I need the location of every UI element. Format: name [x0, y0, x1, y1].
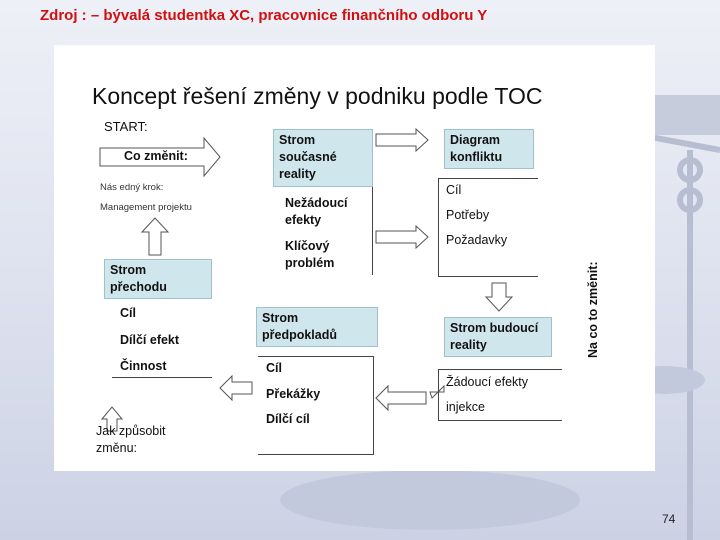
undesirable-effects: Nežádoucí efekty — [285, 196, 348, 227]
injections: injekce — [446, 400, 485, 414]
prerequisite-goal: Cíl — [266, 361, 282, 375]
current-reality-tree-label: Strom současné reality — [279, 133, 337, 181]
conflict-diagram-label: Diagram konfliktu — [450, 133, 503, 164]
obstacles: Překážky — [266, 387, 321, 401]
transition-tree-label: Strom přechodu — [110, 263, 167, 294]
arrow-left-icon-1 — [376, 386, 426, 410]
future-reality-tree-label: Strom budoucí reality — [450, 321, 539, 352]
conflict-goal: Cíl — [446, 183, 462, 197]
small-note-1: Nás edný krok: — [100, 182, 164, 193]
arrow-right-icon-2 — [376, 226, 428, 248]
source-caption: Zdroj : – bývalá studentka XC, pracovnice finančního odboru Y — [40, 7, 488, 24]
transition-goal: Cíl — [120, 306, 136, 320]
current-reality-tree-box — [273, 129, 373, 187]
start-arrow-label: Co změnit: — [124, 149, 188, 163]
prerequisite-tree-box — [256, 307, 378, 347]
conflict-diagram-box — [444, 129, 534, 169]
activity: Činnost — [120, 359, 167, 373]
intermediate-goal: Dílčí cíl — [266, 412, 310, 426]
arrow-up-icon — [142, 218, 168, 255]
transition-line — [112, 377, 212, 378]
desirable-effects: Žádoucí efekty — [446, 375, 528, 389]
prerequisite-tree-label: Strom předpokladů — [262, 311, 338, 342]
page-number: 74 — [662, 512, 676, 526]
diagram-panel — [54, 45, 655, 471]
arrow-right-icon — [376, 129, 428, 151]
diagram-title: Koncept řešení změny v podniku podle TOC — [92, 83, 543, 109]
start-label: START: — [104, 119, 148, 134]
conflict-needs: Potřeby — [446, 208, 490, 222]
small-note-2: Management projektu — [100, 202, 192, 213]
arrow-down-icon — [486, 283, 512, 311]
future-reality-tree-box — [444, 317, 552, 357]
how-to-change-label: Jak způsobit změnu: — [96, 424, 166, 455]
key-problem: Klíčový problém — [285, 239, 335, 270]
vertical-label: Na co to změnit: — [586, 261, 600, 358]
conflict-requirements: Požadavky — [446, 233, 508, 247]
arrow-left-icon-2 — [220, 376, 252, 400]
partial-effect: Dílčí efekt — [120, 333, 180, 347]
transition-tree-box — [104, 259, 212, 299]
